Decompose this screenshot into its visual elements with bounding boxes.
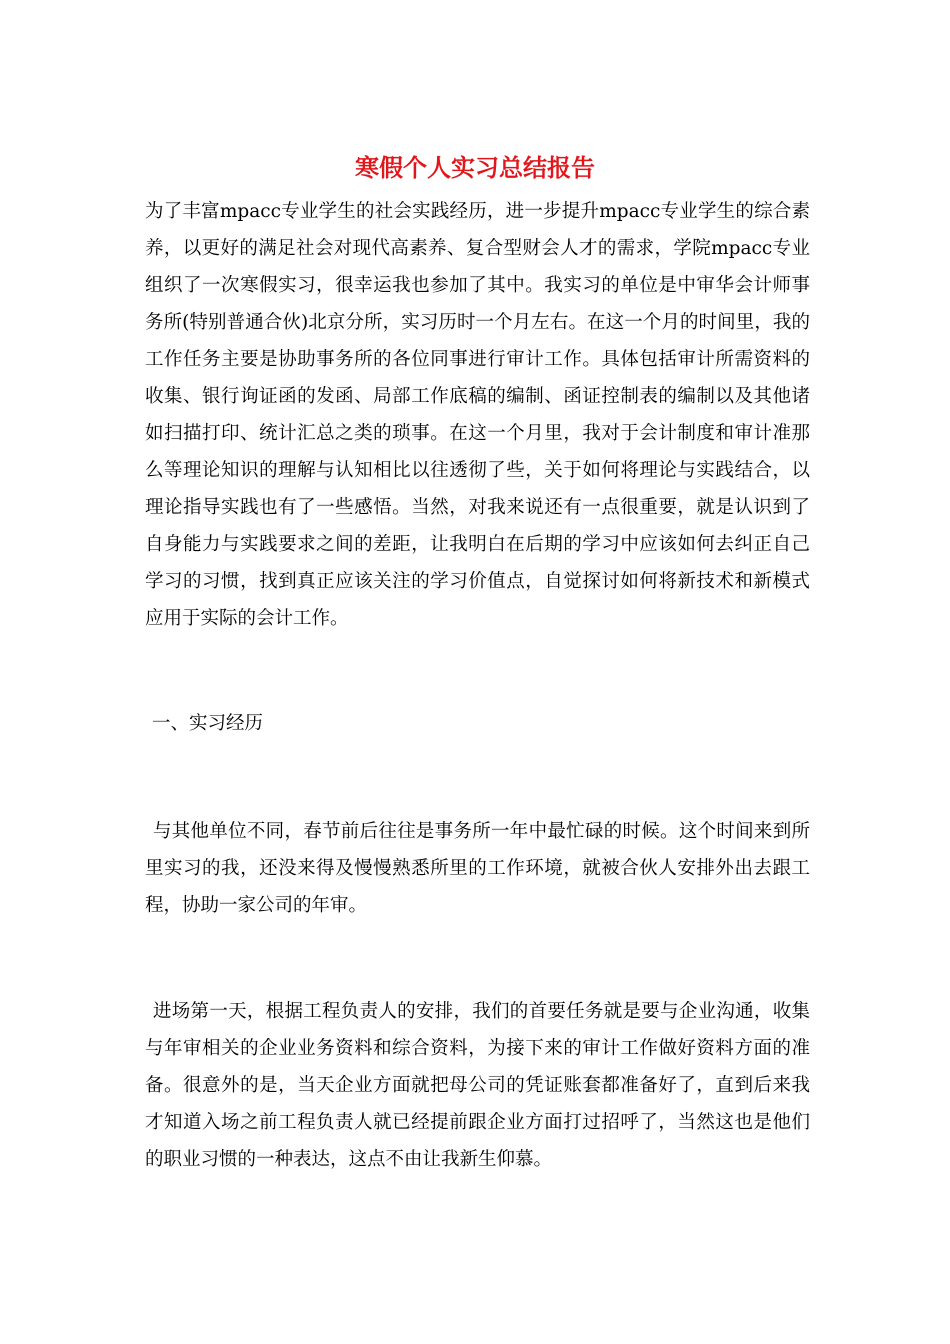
body-paragraph-1: 与其他单位不同，春节前后往往是事务所一年中最忙碌的时候。这个时间来到所里实习的我，还没来得及慢慢熟悉所里的工作环境，就被合伙人安排外出去跟工程，协助一家公司的年审。	[145, 821, 810, 916]
body-paragraph-2: 进场第一天，根据工程负责人的安排，我们的首要任务就是要与企业沟通，收集与年审相关的企业业务资料和综合资料，为接下来的审计工作做好资料方面的准备。很意外的是，当天企业方面就把母公司的凭证账套都准备好了，直到后来我才知道入场之前工程负责人就已经提前跟企业方面打过招呼了，当然这也是他们的职业习惯的一种表达，这点不由让我新生仰慕。	[145, 1001, 810, 1170]
section-heading: 一、实习经历	[152, 713, 264, 734]
intro-paragraph: 为了丰富mpacc专业学生的社会实践经历，进一步提升mpacc专业学生的综合素养，以更好的满足社会对现代高素养、复合型财会人才的需求，学院mpacc专业组织了一次寒假实习，很幸运我也参加了其中。我实习的单位是中审华会计师事务所(特别普通合伙)北京分所，实习历时一个月左右。在这一个月的时间里，我的工作任务主要是协助事务所的各位同事进行审计工作。具体包括审计所需资料的收集、银行询证函的发函、局部工作底稿的编制、函证控制表的编制以及其他诸如扫描打印、统计汇总之类的琐事。在这一个月里，我对于会计制度和审计准那么等理论知识的理解与认知相比以往透彻了些，关于如何将理论与实践结合，以理论指导实践也有了一些感悟。当然，对我来说还有一点很重要，就是认识到了自身能力与实践要求之间的差距，让我明白在后期的学习中应该如何去纠正自己学习的习惯，找到真正应该关注的学习价值点，自觉探讨如何将新技术和新模式应用于实际的会计工作。	[145, 201, 810, 629]
document-title: 寒假个人实习总结报告	[355, 153, 595, 182]
